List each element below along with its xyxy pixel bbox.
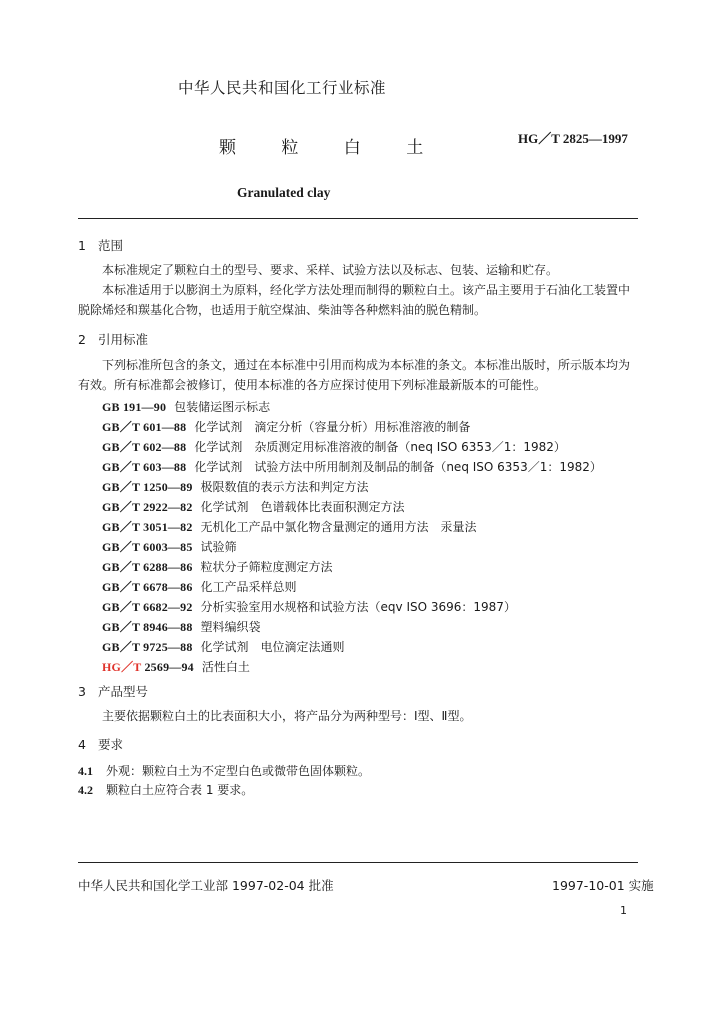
reference-item — [102, 498, 405, 515]
requirement-item — [78, 762, 370, 779]
section-title: 要求 — [98, 737, 124, 752]
section-title: 引用标准 — [98, 332, 149, 347]
reference-code: GB／T 602—88 — [102, 440, 187, 454]
reference-item — [102, 398, 270, 415]
reference-code: GB／T 6682—92 — [102, 600, 193, 614]
section-1-paragraph-1: 本标准规定了颗粒白土的型号、要求、采样、试验方法以及标志、包装、运输和贮存。 — [102, 263, 559, 277]
reference-title: 塑料编织袋 — [200, 620, 261, 634]
reference-code: GB／T 1250—89 — [102, 480, 193, 494]
section-title: 范围 — [98, 238, 124, 253]
effective-date: 1997-10-01 实施 — [552, 878, 654, 893]
footer-divider — [78, 862, 638, 863]
reference-code: GB 191—90 — [102, 400, 167, 414]
approval-date: 中华人民共和国化学工业部 1997-02-04 批准 — [78, 878, 334, 893]
reference-title: 化学试剂 电位滴定法通则 — [200, 640, 345, 654]
reference-title: 分析实验室用水规格和试验方法（eqv ISO 3696：1987） — [200, 600, 516, 614]
reference-code: GB／T 603—88 — [102, 460, 187, 474]
reference-item — [102, 518, 477, 535]
reference-item — [102, 618, 261, 635]
english-title: Granulated clay — [237, 185, 331, 200]
reference-title: 活性白土 — [201, 660, 250, 674]
section-1-heading — [78, 236, 123, 254]
section-3-heading — [78, 682, 148, 700]
reference-title: 化学试剂 色谱载体比表面积测定方法 — [200, 500, 405, 514]
section-2-paragraph-1: 下列标准所包含的条文，通过在本标准中引用而构成为本标准的条文。本标准出版时，所示版本均为有效。所有标准都会被修订，使用本标准的各方应探讨使用下列标准最新版本的可能性。 — [78, 358, 631, 392]
standard-code: HG／T 2825—1997 — [518, 131, 628, 146]
section-1-paragraph-2: 本标准适用于以膨润土为原料，经化学方法处理而制得的颗粒白土。该产品主要用于石油化工装置中脱除烯烃和羰基化合物，也适用于航空煤油、柴油等各种燃料油的脱色精制。 — [78, 283, 631, 317]
reference-code: GB／T 2922—82 — [102, 500, 193, 514]
reference-title: 化工产品采样总则 — [200, 580, 297, 594]
section-4-heading — [78, 735, 123, 753]
reference-item — [102, 478, 369, 495]
requirement-number: 4.2 — [78, 783, 93, 797]
section-title: 产品型号 — [98, 684, 149, 699]
reference-title: 化学试剂 试验方法中所用制剂及制品的制备（neq ISO 6353／1：1982） — [194, 460, 602, 474]
reference-code: 2569—94 — [141, 660, 194, 674]
reference-code: GB／T 601—88 — [102, 420, 187, 434]
section-3-paragraph-1: 主要依据颗粒白土的比表面积大小，将产品分为两种型号：Ⅰ型、Ⅱ型。 — [102, 709, 472, 723]
requirement-text: 外观：颗粒白土为不定型白色或微带色固体颗粒。 — [106, 764, 371, 778]
reference-item — [102, 458, 602, 475]
page-number: 1 — [620, 904, 627, 917]
reference-item — [102, 658, 250, 675]
requirement-text: 颗粒白土应符合表 1 要求。 — [106, 783, 254, 797]
requirement-item — [78, 781, 253, 798]
reference-item — [102, 438, 566, 455]
section-number: 4 — [78, 737, 86, 752]
section-number: 1 — [78, 238, 86, 253]
document-title: 颗 粒 白 土 — [219, 138, 444, 158]
issuing-org: 中华人民共和国化工行业标准 — [178, 79, 387, 97]
reference-item — [102, 418, 470, 435]
reference-code: GB／T 6678—86 — [102, 580, 193, 594]
section-2-heading — [78, 330, 148, 348]
section-number: 3 — [78, 684, 86, 699]
reference-code: GB／T 8946—88 — [102, 620, 193, 634]
reference-code-highlight: HG／T — [102, 660, 142, 674]
reference-item — [102, 598, 516, 615]
reference-code: GB／T 6003—85 — [102, 540, 193, 554]
reference-title: 无机化工产品中氯化物含量测定的通用方法 汞量法 — [200, 520, 477, 534]
reference-code: GB／T 6288—86 — [102, 560, 193, 574]
reference-item — [102, 638, 345, 655]
section-number: 2 — [78, 332, 86, 347]
reference-title: 包装储运图示标志 — [174, 400, 271, 414]
reference-title: 极限数值的表示方法和判定方法 — [200, 480, 369, 494]
reference-title: 化学试剂 滴定分析（容量分析）用标准溶液的制备 — [194, 420, 471, 434]
reference-item — [102, 538, 237, 555]
reference-item — [102, 558, 333, 575]
reference-item — [102, 578, 297, 595]
reference-title: 试验筛 — [200, 540, 237, 554]
reference-title: 粒状分子筛粒度测定方法 — [200, 560, 333, 574]
reference-code: GB／T 9725—88 — [102, 640, 193, 654]
header-divider — [78, 218, 638, 219]
reference-code: GB／T 3051—82 — [102, 520, 193, 534]
reference-title: 化学试剂 杂质测定用标准溶液的制备（neq ISO 6353／1：1982） — [194, 440, 566, 454]
requirement-number: 4.1 — [78, 764, 93, 778]
